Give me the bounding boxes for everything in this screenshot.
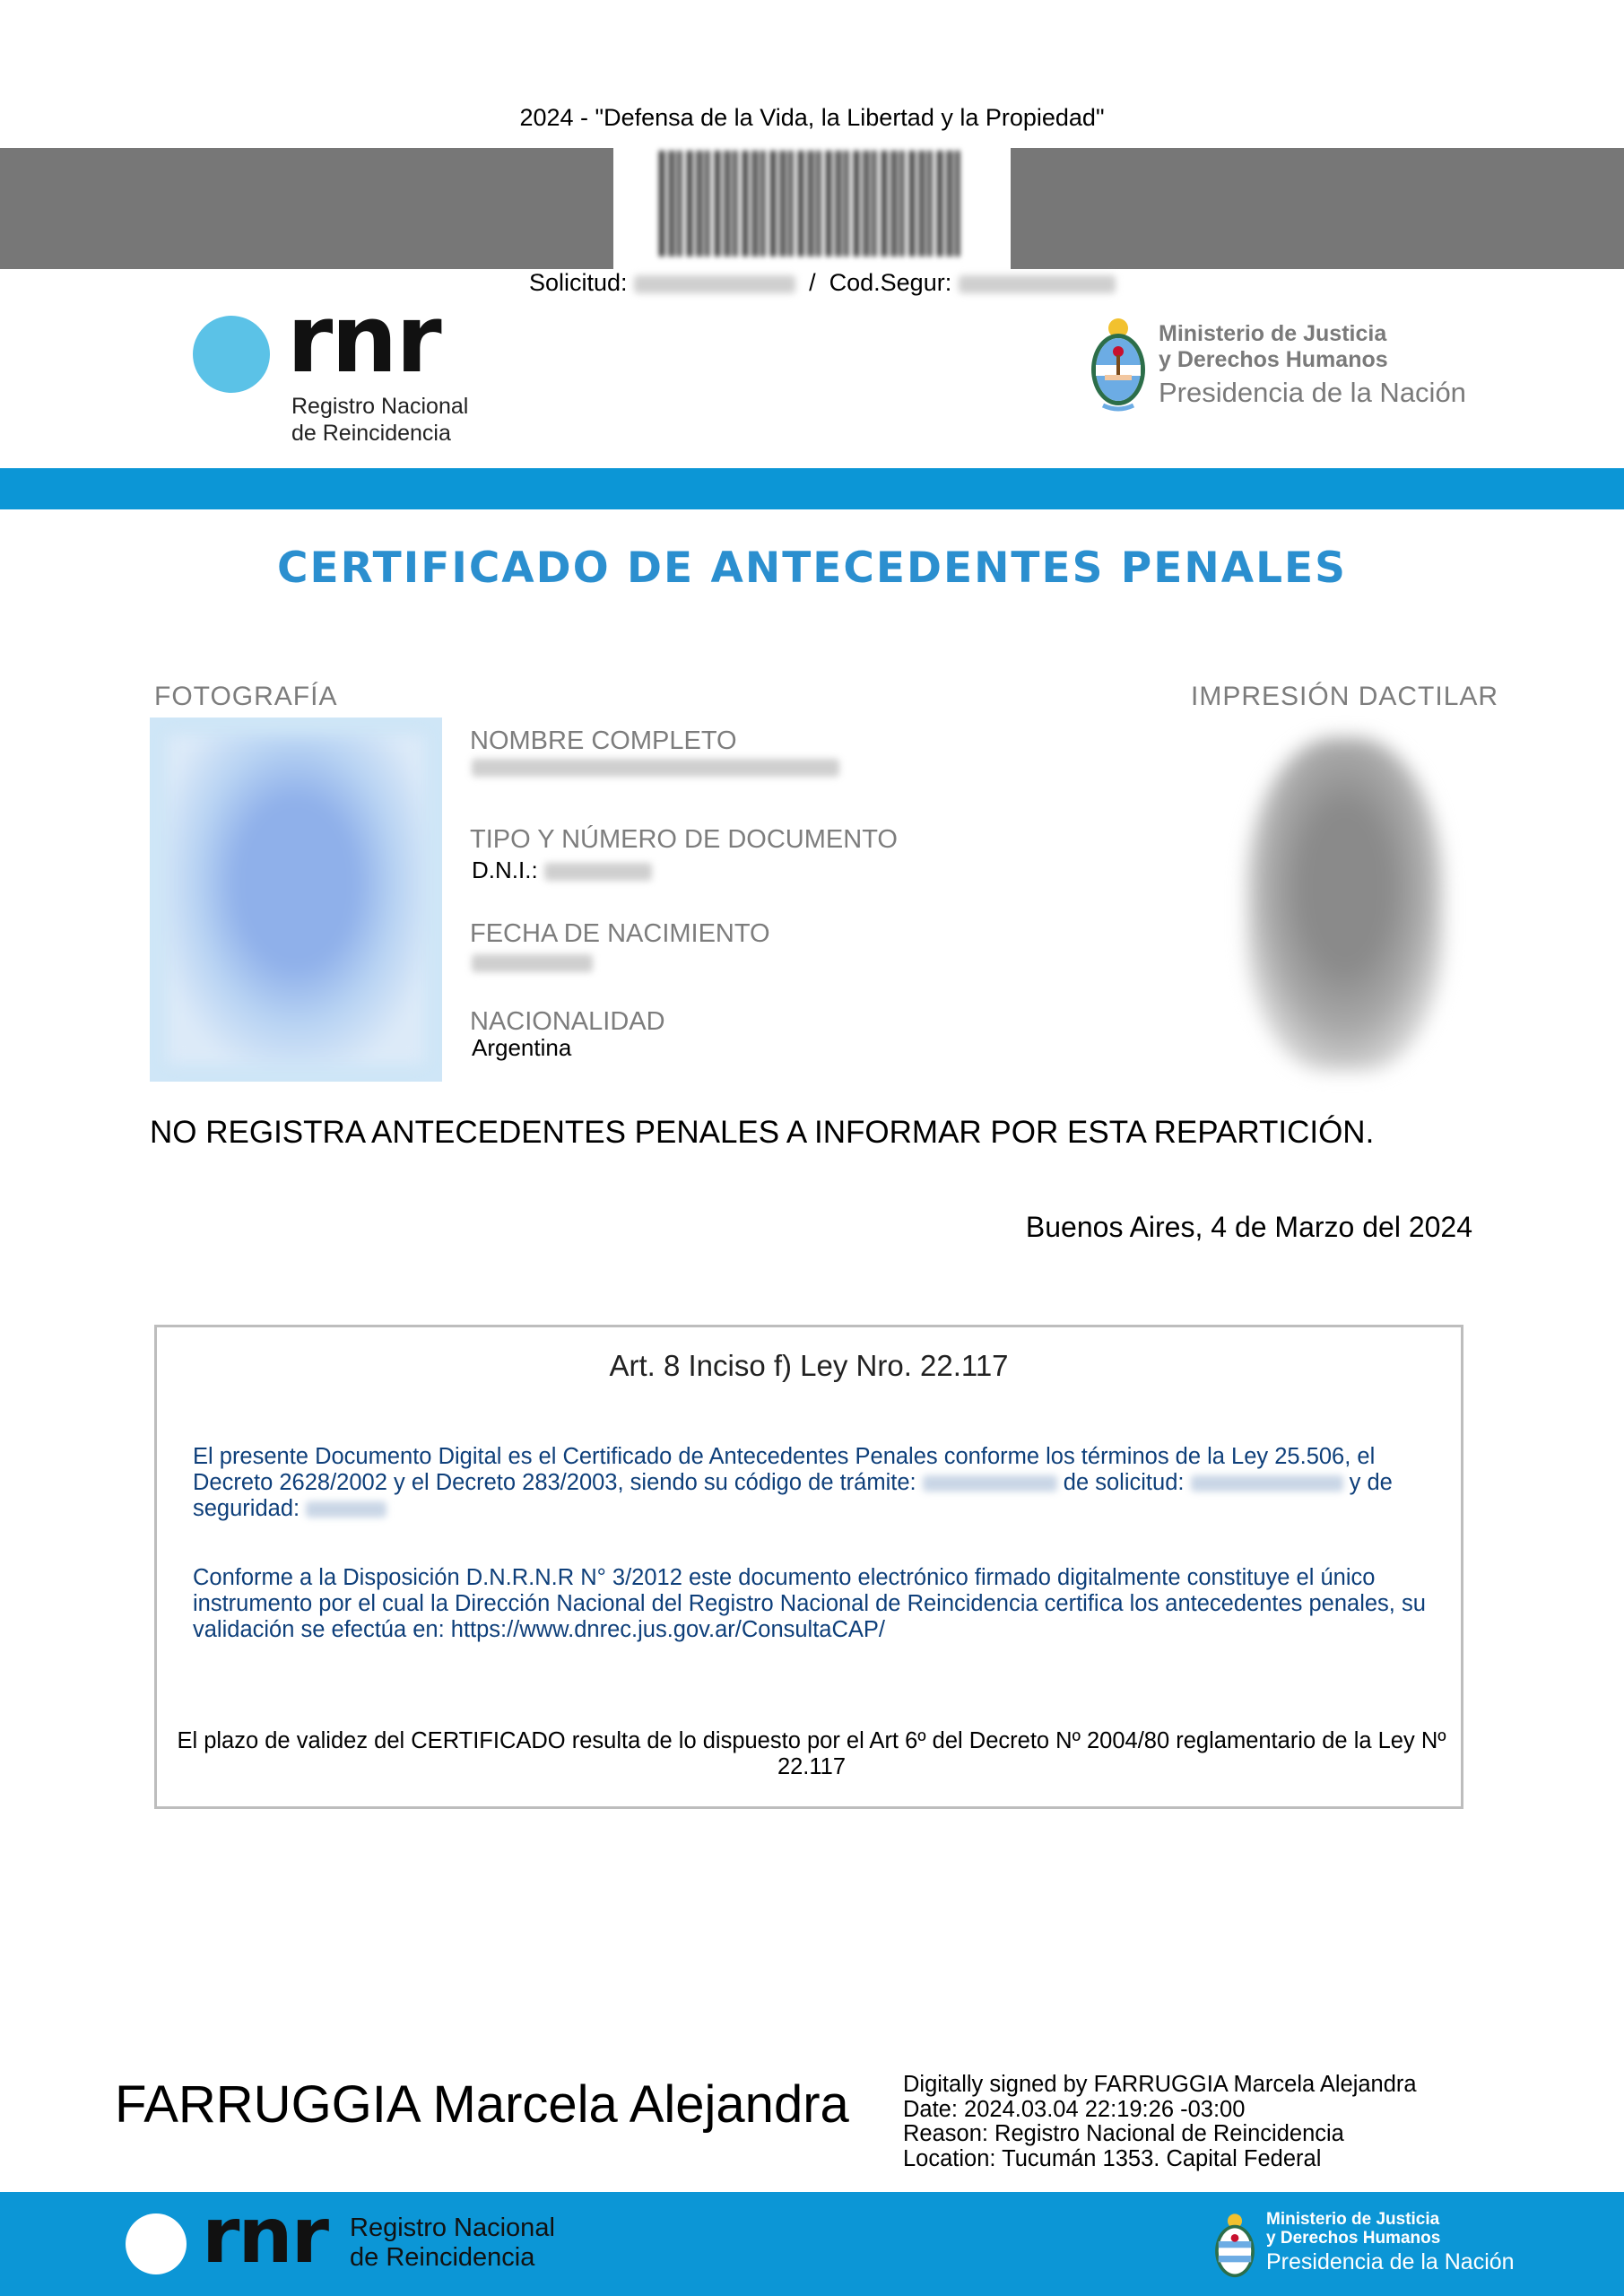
rnr-logo-line2: de Reincidencia — [291, 421, 451, 446]
document-value — [472, 857, 652, 884]
redacted-document-number — [544, 863, 652, 881]
redacted-name — [472, 759, 839, 777]
record-statement: NO REGISTRA ANTECEDENTES PENALES A INFORMAR POR ESTA REPARTICIÓN. — [150, 1115, 1375, 1150]
signer-name: FARRUGGIA Marcela Alejandra — [115, 2075, 849, 2134]
legal-paragraph-1-seguridad: y de seguridad: — [193, 1470, 1393, 1521]
footer-bar — [0, 2192, 1624, 2296]
rnr-logo-subtitle — [291, 393, 468, 447]
ministry-name — [1159, 321, 1388, 373]
header-band-left — [0, 148, 613, 269]
validity-note: El plazo de validez del CERTIFICADO resulta de lo dispuesto por el Art 6º del Decreto Nº 2004/80 reglamentario de la Ley Nº 22.117 — [177, 1728, 1446, 1779]
ministry-line1: Ministerio de Justicia — [1159, 321, 1387, 346]
presidency-label: Presidencia de la Nación — [1159, 377, 1466, 408]
signature-reason: Reason: Registro Nacional de Reincidencia — [903, 2121, 1344, 2146]
rnr-logo-word: rnr — [287, 284, 440, 394]
footer-rnr-word: rnr — [202, 2191, 328, 2281]
name-label: NOMBRE COMPLETO — [470, 726, 737, 755]
ministry-logo — [1085, 316, 1498, 423]
footer-ministry-line2: y Derechos Humanos — [1266, 2229, 1441, 2248]
header-blue-bar — [0, 468, 1624, 509]
redacted-security-code — [306, 1501, 386, 1518]
coat-of-arms-icon — [1085, 316, 1151, 416]
barcode — [659, 151, 964, 257]
redacted-solicitud-code — [1191, 1475, 1343, 1492]
birthdate-label: FECHA DE NACIMIENTO — [470, 919, 770, 948]
redacted-tramite-code — [923, 1475, 1057, 1492]
footer-rnr-subtitle — [350, 2213, 555, 2273]
footer-rnr-line2: de Reincidencia — [350, 2243, 535, 2272]
legal-paragraph-1 — [193, 1444, 1430, 1522]
document-type: D.N.I.: — [472, 857, 538, 883]
redacted-birthdate — [472, 954, 593, 972]
footer-ministry-name — [1266, 2210, 1440, 2248]
cod-segur-label: Cod.Segur: — [829, 269, 952, 296]
legal-paragraph-2: Conforme a la Disposición D.N.R.N.R N° 3/2012 este documento electrónico firmado digitalmente constituye el único instrumento por el cual la Dirección Nacional del Registro Nacional de Reincidencia certifica los antecedentes penales, su validación se efectúa en: https://www.dnrec.jus.gov.ar/ConsultaCAP/ — [193, 1565, 1426, 1642]
fingerprint — [1238, 728, 1453, 1080]
request-line — [529, 269, 1116, 297]
redacted-solicitud — [634, 275, 795, 293]
legal-paragraph-1-solicitud: de solicitud: — [1063, 1470, 1185, 1495]
solicitud-label: Solicitud: — [529, 269, 628, 296]
header-band-right — [1011, 148, 1624, 269]
rnr-logo-dot — [193, 316, 270, 393]
rnr-logo — [193, 284, 489, 448]
separator: / — [809, 269, 816, 296]
footer-coat-of-arms-icon — [1211, 2212, 1259, 2285]
footer-rnr-dot — [126, 2213, 187, 2274]
legal-notice-box — [154, 1325, 1463, 1809]
photo — [150, 718, 442, 1082]
nationality-label: NACIONALIDAD — [470, 1007, 665, 1036]
signature-date: Date: 2024.03.04 22:19:26 -03:00 — [903, 2096, 1246, 2122]
nationality-value: Argentina — [472, 1034, 572, 1061]
legal-article: Art. 8 Inciso f) Ley Nro. 22.117 — [609, 1349, 1009, 1382]
footer-rnr-line1: Registro Nacional — [350, 2213, 555, 2242]
signature-signed-by: Digitally signed by FARRUGGIA Marcela Alejandra — [903, 2072, 1417, 2097]
place-and-date: Buenos Aires, 4 de Marzo del 2024 — [1025, 1211, 1472, 1243]
page-motto: 2024 - "Defensa de la Vida, la Libertad y la Propiedad" — [519, 104, 1105, 131]
ministry-line2: y Derechos Humanos — [1159, 347, 1388, 372]
footer-presidency-label: Presidencia de la Nación — [1266, 2249, 1515, 2274]
fingerprint-image-blurred — [1246, 737, 1444, 1071]
legal-paragraph-1-text: El presente Documento Digital es el Certificado de Antecedentes Penales conforme los términos de la Ley 25.506, el Decreto 2628/2002 y el Decreto 283/2003, siendo su código de trámite: — [193, 1444, 1376, 1495]
photo-label: FOTOGRAFÍA — [154, 682, 338, 711]
redacted-cod-segur — [959, 275, 1116, 293]
fingerprint-label: IMPRESIÓN DACTILAR — [1191, 682, 1499, 711]
document-label: TIPO Y NÚMERO DE DOCUMENTO — [470, 825, 898, 854]
digital-signature-details — [903, 2073, 1417, 2171]
footer-ministry-line1: Ministerio de Justicia — [1266, 2210, 1440, 2229]
certificate-title: CERTIFICADO DE ANTECEDENTES PENALES — [277, 544, 1347, 593]
rnr-logo-line1: Registro Nacional — [291, 394, 469, 419]
signature-location: Location: Tucumán 1353. Capital Federal — [903, 2145, 1322, 2171]
photo-image-blurred — [168, 735, 424, 1064]
